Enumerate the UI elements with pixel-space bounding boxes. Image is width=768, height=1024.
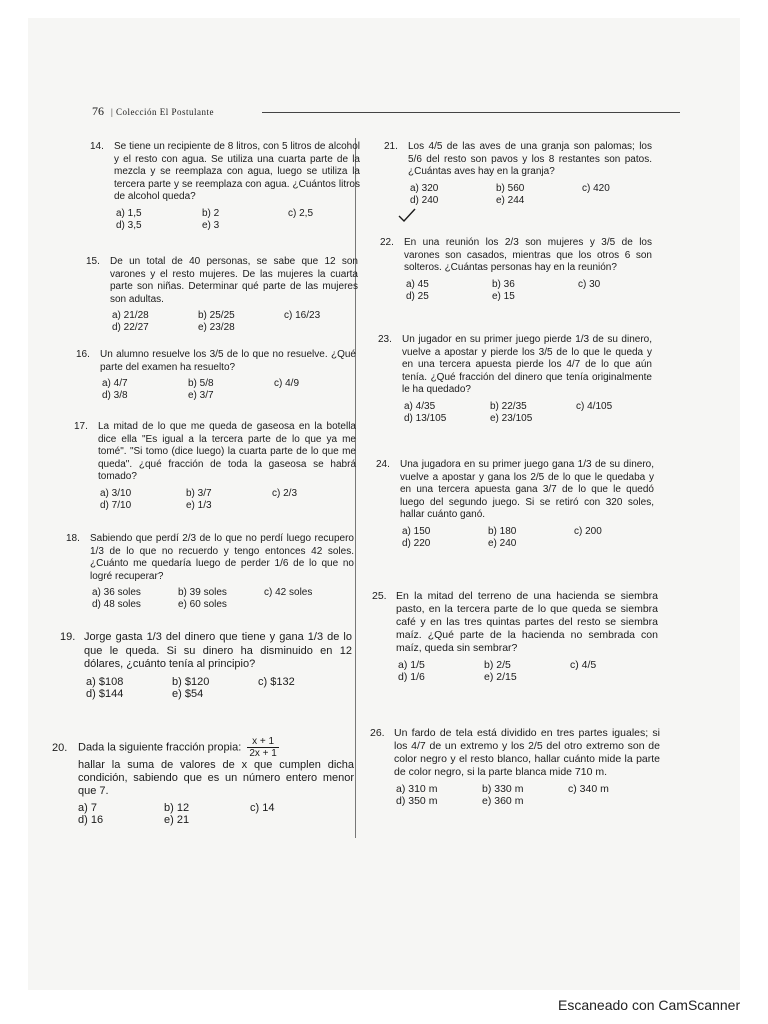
option: b) 25/25 bbox=[198, 310, 235, 321]
option: a) 320 bbox=[410, 182, 439, 194]
option: b) 2/5 bbox=[484, 659, 511, 671]
option: e) 60 soles bbox=[178, 599, 227, 610]
question-stem: La mitad de lo que me queda de gaseosa en la botella dice ella "Es igual a la tercera parte de lo que ya me tomé". "Si tomo (dice luego) la cuarta parte de lo que me queda". ¿qué fracción de toda la gaseosa se habrá tomado? bbox=[98, 421, 356, 482]
option: d) 25 bbox=[406, 290, 429, 302]
answer-options bbox=[92, 587, 354, 611]
option: a) 7 bbox=[78, 802, 97, 814]
answer-options bbox=[116, 208, 360, 232]
option: e) 15 bbox=[492, 290, 515, 302]
option: a) 1/5 bbox=[398, 659, 425, 671]
answer-options bbox=[396, 783, 660, 807]
option: b) 39 soles bbox=[178, 587, 227, 598]
answer-options bbox=[78, 802, 354, 826]
question-stem: Jorge gasta 1/3 del dinero que tiene y gana 1/3 de lo que le queda. Si su dinero ha disminuido en 12 dólares, ¿cuánto tenía al principio? bbox=[84, 631, 352, 670]
question-number: 17. bbox=[74, 421, 88, 432]
page-header bbox=[92, 104, 214, 119]
option: d) 13/105 bbox=[404, 412, 447, 424]
option: b) 330 m bbox=[482, 783, 524, 795]
option: a) $108 bbox=[86, 675, 124, 688]
question-stem: Los 4/5 de las aves de una granja son palomas; los 5/6 del resto son pavos y los 8 restantes son patos. ¿Cuántas aves hay en la granja? bbox=[408, 141, 652, 177]
option: e) 23/105 bbox=[490, 412, 533, 424]
question-stem: En una reunión los 2/3 son mujeres y 3/5 de los varones son casados, mientras que los otros 6 son solteros. ¿Cuántas personas hay en la reunión? bbox=[404, 237, 652, 273]
option: d) 16 bbox=[78, 814, 104, 826]
answer-options bbox=[112, 310, 358, 334]
option: c) 4/105 bbox=[576, 400, 613, 412]
question-18 bbox=[66, 533, 354, 611]
option: a) 36 soles bbox=[92, 587, 141, 598]
question-number: 21. bbox=[384, 141, 398, 152]
question-stem: De un total de 40 personas, se sabe que 12 son varones y el resto mujeres. De las mujeres la cuarta parte son niñas. Determinar qué parte de las mujeres son adultas. bbox=[110, 256, 358, 305]
option: b) 22/35 bbox=[490, 400, 527, 412]
question-stem: Sabiendo que perdí 2/3 de lo que no perdí luego recupero 1/3 de lo que no recuerdo y tengo entonces 42 soles. ¿Cuánto me quedaría luego de perder 1/6 de lo que no logré recuperar? bbox=[90, 533, 354, 582]
question-15 bbox=[86, 256, 358, 334]
option: a) 4/35 bbox=[404, 400, 436, 412]
option: e) 3/7 bbox=[188, 390, 214, 401]
option: d) 22/27 bbox=[112, 322, 149, 333]
option: e) 3 bbox=[202, 219, 220, 231]
option: c) 4/5 bbox=[570, 659, 597, 671]
question-14 bbox=[90, 141, 360, 232]
option: b) 5/8 bbox=[188, 378, 214, 389]
question-number: 20. bbox=[52, 742, 68, 754]
option: a) 45 bbox=[406, 278, 429, 290]
option: c) 16/23 bbox=[284, 310, 321, 321]
question-stem: Se tiene un recipiente de 8 litros, con 5 litros de alcohol y el resto con agua. Se utiliza una cuarta parte de la mezcla y se reemplaza con agua, luego se utiliza la tercera parte y se reemplaza con agua. ¿Cuántos litros de alcohol queda? bbox=[114, 141, 360, 202]
option: d) 220 bbox=[402, 537, 431, 549]
question-number: 22. bbox=[380, 237, 394, 248]
question-number: 19. bbox=[60, 631, 76, 643]
option: c) 2,5 bbox=[288, 207, 314, 219]
option: c) 4/9 bbox=[274, 378, 300, 389]
option: e) 2/15 bbox=[484, 671, 517, 683]
option: b) 3/7 bbox=[186, 487, 212, 499]
option: b) $120 bbox=[172, 675, 210, 688]
question-stem: Un jugador en su primer juego pierde 1/3 de su dinero, vuelve a apostar y pierde los 3/5 de lo que le queda y en una tercera apuesta pierde los 4/7 de lo que aún tenía. ¿Qué fracción del dinero que tenía originalmente le ha quedado? bbox=[402, 334, 652, 395]
question-number: 25. bbox=[372, 590, 387, 602]
question-26 bbox=[370, 727, 660, 807]
answer-options bbox=[406, 279, 652, 303]
question-number: 26. bbox=[370, 727, 385, 739]
answer-options bbox=[100, 488, 356, 512]
question-stem-intro: Dada la siguiente fracción propia: bbox=[78, 741, 242, 754]
question-21 bbox=[384, 141, 652, 207]
option: d) 7/10 bbox=[100, 499, 132, 511]
option: d) 3,5 bbox=[116, 219, 142, 231]
option: c) 30 bbox=[578, 278, 601, 290]
question-number: 15. bbox=[86, 256, 100, 267]
answer-options bbox=[102, 378, 356, 402]
option: a) 150 bbox=[402, 525, 431, 537]
option: b) 560 bbox=[496, 182, 525, 194]
fraction-numerator: x + 1 bbox=[247, 736, 279, 748]
option: c) 14 bbox=[250, 802, 275, 814]
fraction-denominator: 2x + 1 bbox=[249, 748, 277, 759]
option: b) 2 bbox=[202, 207, 220, 219]
option: c) 200 bbox=[574, 525, 602, 537]
option: b) 12 bbox=[164, 802, 190, 814]
option: b) 36 bbox=[492, 278, 515, 290]
option: c) $132 bbox=[258, 675, 295, 688]
option: d) 3/8 bbox=[102, 390, 128, 401]
option: c) 42 soles bbox=[264, 587, 313, 598]
option: a) 1,5 bbox=[116, 207, 142, 219]
option: c) 340 m bbox=[568, 783, 609, 795]
option: a) 4/7 bbox=[102, 378, 128, 389]
question-stem bbox=[78, 736, 354, 798]
option: a) 3/10 bbox=[100, 487, 132, 499]
option: e) 23/28 bbox=[198, 322, 235, 333]
question-22 bbox=[380, 237, 652, 303]
answer-options bbox=[398, 659, 658, 683]
question-number: 24. bbox=[376, 459, 390, 470]
collection-title: | Colección El Postulante bbox=[111, 107, 215, 117]
option: e) 240 bbox=[488, 537, 517, 549]
question-number: 16. bbox=[76, 349, 90, 360]
option: e) 21 bbox=[164, 814, 190, 826]
option: a) 21/28 bbox=[112, 310, 149, 321]
question-stem: En la mitad del terreno de una hacienda se siembra pasto, en la tercera parte de lo que queda se siembra café y en las tres quintas partes del resto se siembra maíz. ¿Qué parte de la hacienda no sembrada con maíz, queda sin sembrar? bbox=[396, 590, 658, 654]
question-19 bbox=[60, 631, 352, 700]
question-24 bbox=[376, 459, 654, 550]
question-stem: Un fardo de tela está dividido en tres partes iguales; si los 4/7 de un extremo y los 2/5 del otro extremo son de color negro y el resto blanco, hallar cuánto mide la parte de color negro, si la parte blanca mide 710 m. bbox=[394, 727, 660, 778]
question-number: 23. bbox=[378, 334, 392, 345]
answer-options bbox=[402, 526, 654, 550]
answer-options bbox=[86, 676, 352, 700]
option: d) $144 bbox=[86, 687, 124, 700]
option: e) 244 bbox=[496, 194, 525, 206]
question-16 bbox=[76, 349, 356, 402]
answer-options bbox=[404, 401, 652, 425]
page-number: 76 bbox=[92, 104, 104, 118]
question-17 bbox=[74, 421, 356, 512]
answer-options bbox=[410, 183, 652, 207]
question-number: 18. bbox=[66, 533, 80, 544]
option: d) 240 bbox=[410, 194, 439, 206]
question-stem: Una jugadora en su primer juego gana 1/3 de su dinero, vuelve a apostar y gana los 2/5 de lo que le quedaba y en una tercera apuesta gana 3/7 de lo que le quedó luego del segundo juego. Si se retiró con 320 soles, hallar cuánto ganó. bbox=[400, 459, 654, 520]
question-25 bbox=[372, 590, 658, 683]
question-23 bbox=[378, 334, 652, 425]
fraction bbox=[247, 736, 279, 759]
header-rule bbox=[262, 112, 680, 113]
question-stem: Un alumno resuelve los 3/5 de lo que no resuelve. ¿Qué parte del examen ha resuelto? bbox=[100, 349, 356, 373]
question-20 bbox=[52, 736, 354, 826]
option: c) 420 bbox=[582, 182, 610, 194]
option: e) 1/3 bbox=[186, 499, 212, 511]
option: e) 360 m bbox=[482, 795, 524, 807]
camscanner-watermark: Escaneado con CamScanner bbox=[558, 997, 741, 1013]
option: c) 2/3 bbox=[272, 487, 298, 499]
handwritten-check-mark bbox=[398, 208, 416, 222]
option: a) 310 m bbox=[396, 783, 438, 795]
question-stem-rest: hallar la suma de valores de x que cumplen dicha condición, sabiendo que es un número entero menor que 7. bbox=[78, 759, 354, 797]
question-number: 14. bbox=[90, 141, 104, 152]
option: b) 180 bbox=[488, 525, 517, 537]
option: d) 350 m bbox=[396, 795, 438, 807]
option: d) 48 soles bbox=[92, 599, 141, 610]
option: d) 1/6 bbox=[398, 671, 425, 683]
option: e) $54 bbox=[172, 687, 204, 700]
